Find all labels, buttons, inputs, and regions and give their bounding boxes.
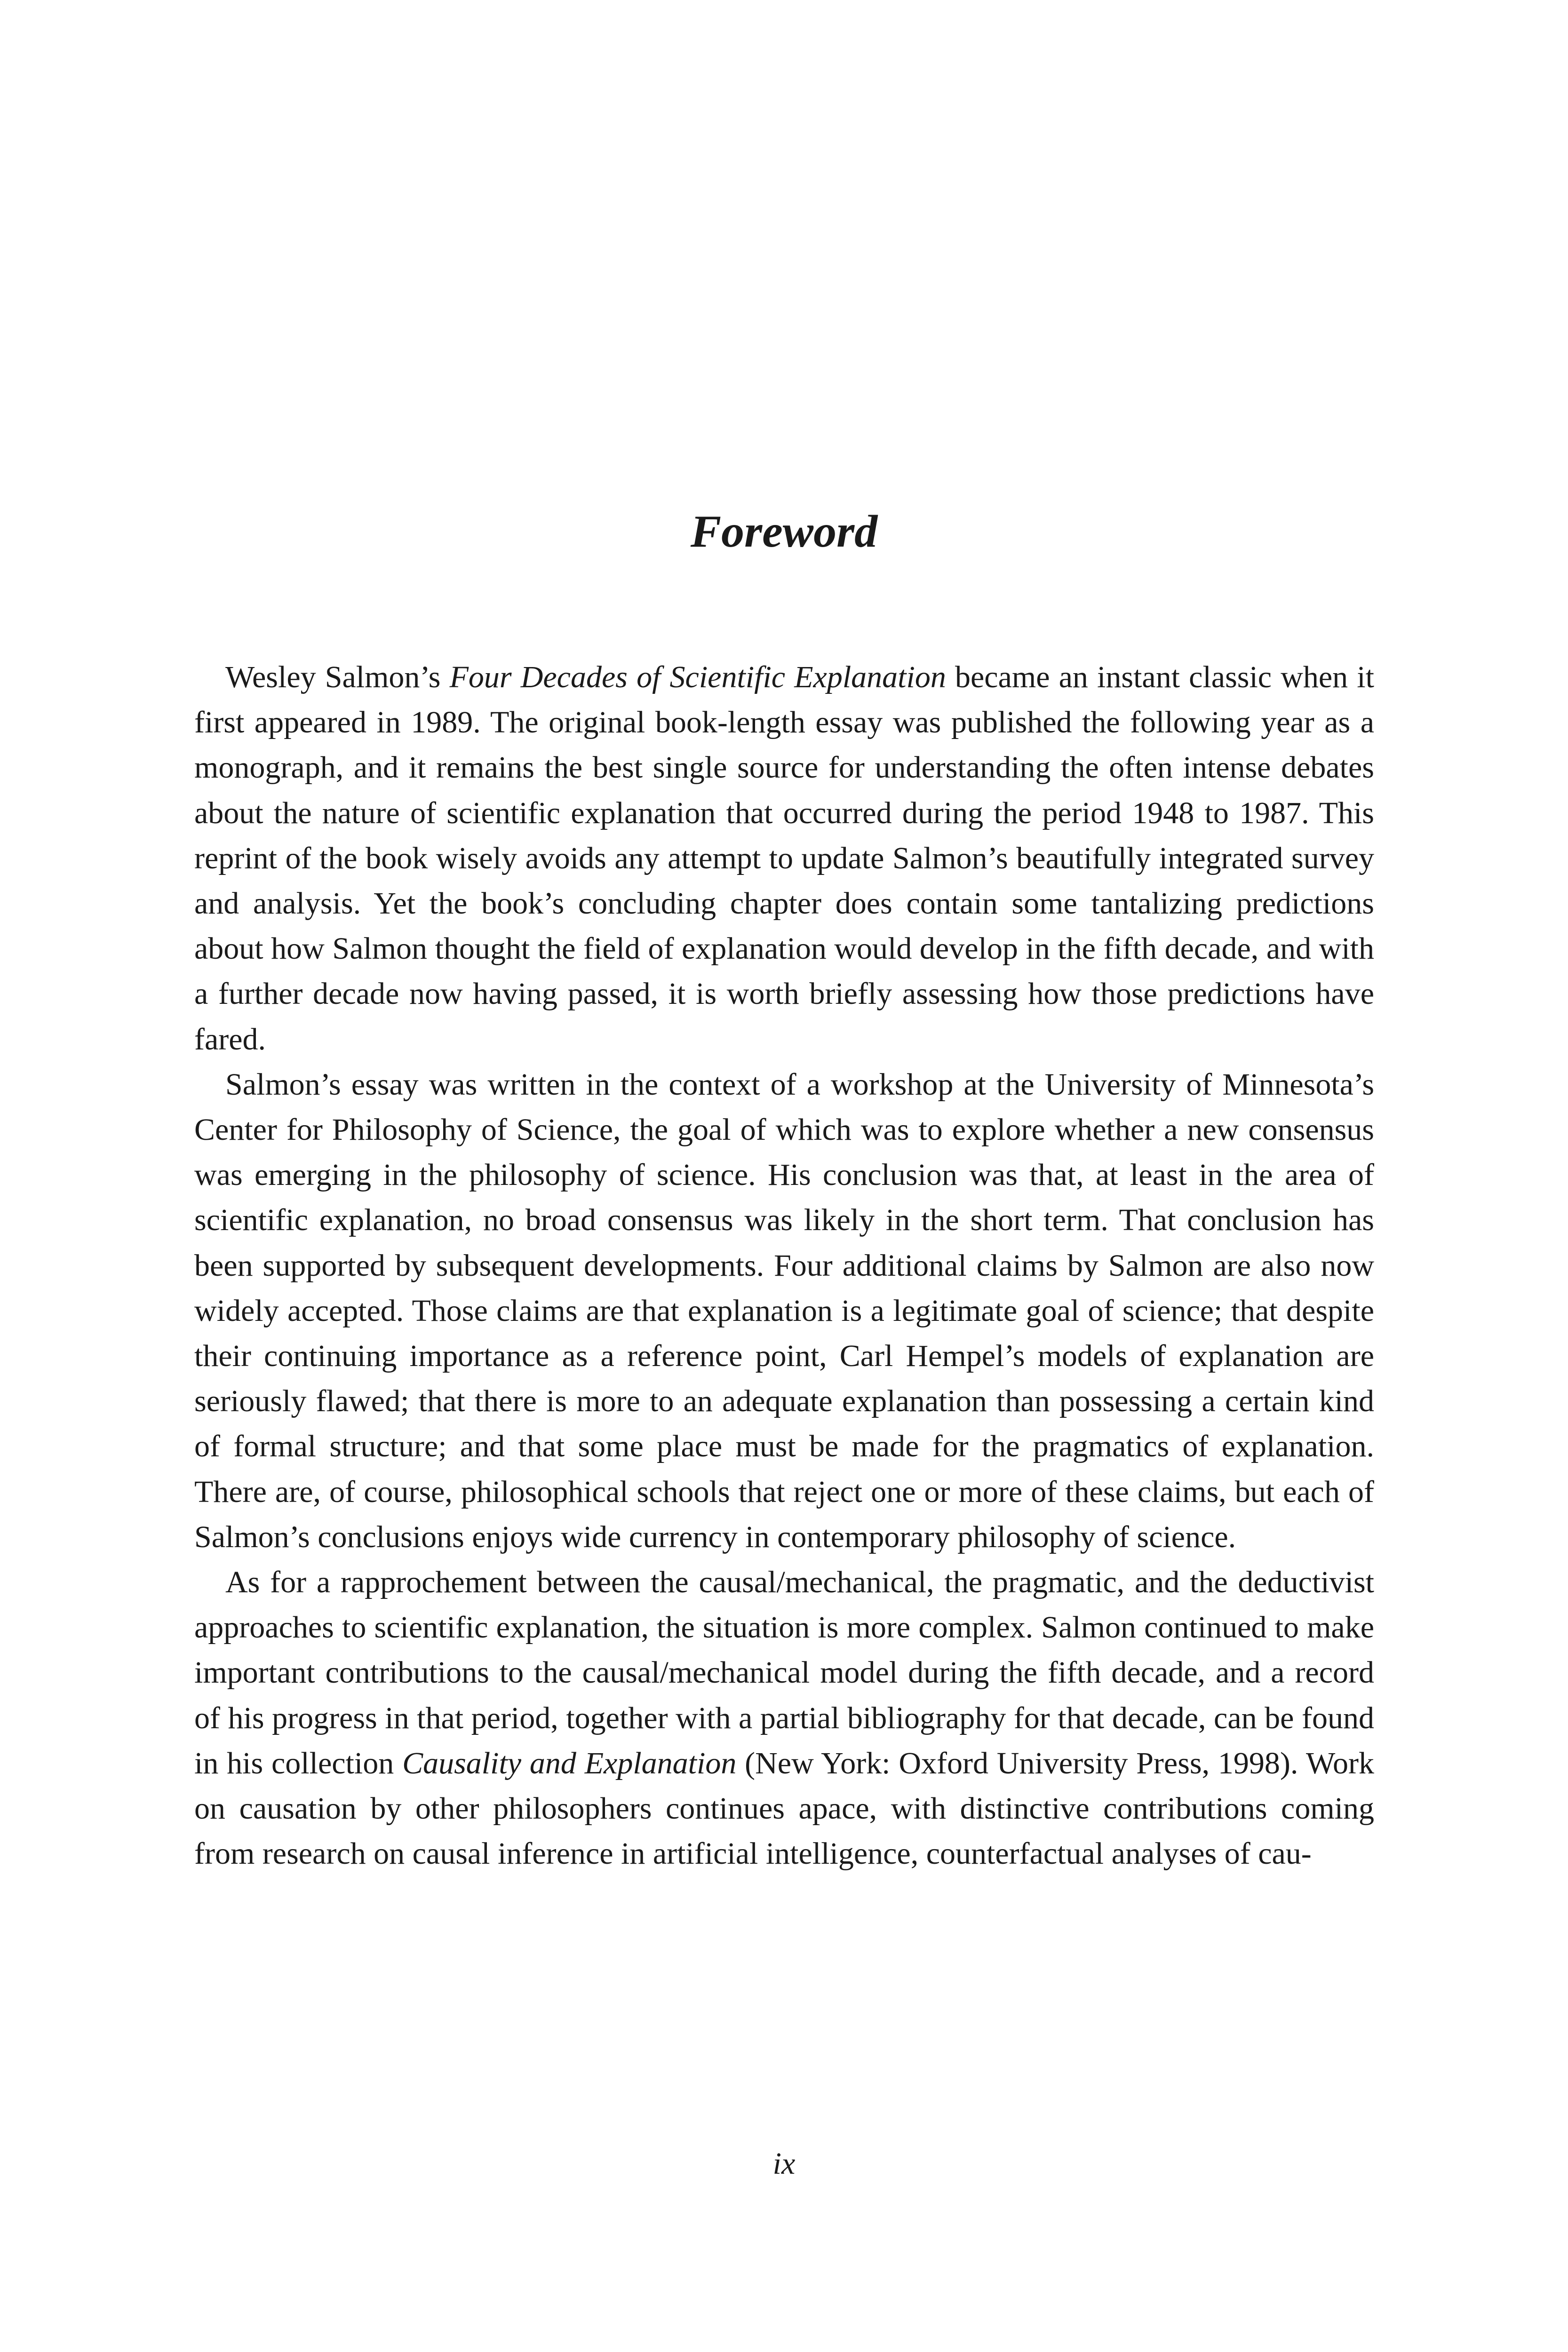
- paragraph-text: As for a rapprochement between the causal/mechanical, the pragmatic, and the deductivist approaches to scientific explanation, the situation is more complex. Salmon continued to make important contributions to the causal/mechanical model during the fifth decade, and a record of his progress in that period, together with a partial bibliography for that decade, can be found in his collection: [194, 1565, 1374, 1780]
- paragraph-text: (New York: Oxford University Press, 1998). Work on causation by other philosophers continues apace, with distinctive contributions coming from research on causal inference in artificial intelligence, counterfactual analyses of cau-: [194, 1746, 1374, 1871]
- paragraph-text: became an instant classic when it first appeared in 1989. The original book-length essay was published the following year as a monograph, and it remains the best single source for understanding the often intense debates about the nature of scientific explanation that occurred during the period 1948 to 1987. This reprint of the book wisely avoids any attempt to update Salmon’s beautifully integrated survey and analysis. Yet the book’s concluding chapter does contain some tantalizing predictions about how Salmon thought the field of explanation would develop in the fifth decade, and with a further decade now having passed, it is worth briefly assessing how those predictions have fared.: [194, 660, 1374, 1057]
- paragraph-3: [194, 1560, 1374, 1876]
- italic-title-text: Causality and Explanation: [402, 1746, 737, 1780]
- italic-title-text: Four Decades of Scientific Explanation: [449, 660, 946, 694]
- paragraph-2: [194, 1062, 1374, 1560]
- paragraph-text: Wesley Salmon’s: [225, 660, 450, 694]
- foreword-body: [194, 655, 1374, 1876]
- page-title: Foreword: [690, 506, 878, 557]
- page-number: ix: [772, 2146, 796, 2181]
- paragraph-text: Salmon’s essay was written in the context of a workshop at the University of Minnesota’s Center for Philosophy of Science, the goal of which was to explore whether a new consensus was emerging in the philosophy of science. His conclusion was that, at least in the area of scientific explanation, no broad consensus was likely in the short term. That conclusion has been supported by subsequent developments. Four additional claims by Salmon are also now widely accepted. Those claims are that explanation is a legitimate goal of science; that despite their continuing importance as a reference point, Carl Hempel’s models of explanation are seriously flawed; that there is more to an adequate explanation than possessing a certain kind of formal structure; and that some place must be made for the pragmatics of explanation. There are, of course, philosophical schools that reject one or more of these claims, but each of Salmon’s conclusions enjoys wide currency in contemporary philosophy of science.: [194, 1067, 1374, 1554]
- paragraph-1: [194, 655, 1374, 1062]
